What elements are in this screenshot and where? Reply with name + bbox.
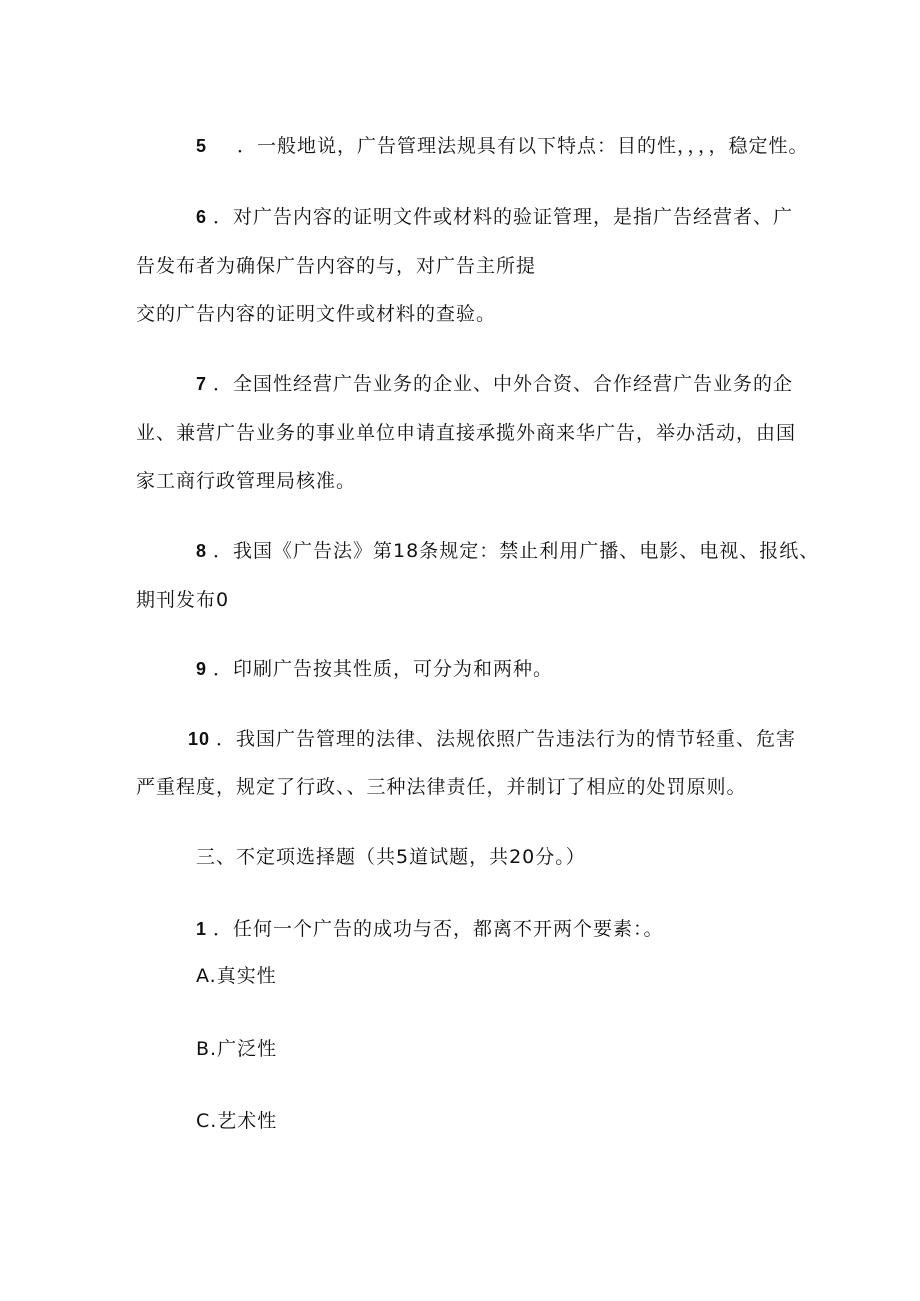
question-7-line-1 [196,372,793,396]
section-heading: 三、不定项选择题（共5道试题，共20分。） [196,846,586,868]
question-6-line-3: 交的广告内容的证明文件或材料的查验。 [136,303,497,325]
question-number: 1 [196,919,208,939]
choice-question-1 [196,917,664,941]
question-6-line-2: 告发布者为确保广告内容的与，对广告主所提 [136,255,537,277]
question-8-line-1 [196,539,819,563]
question-text: ．我国《广告法》第18条规定：禁止利用广播、电影、电视、报纸、 [213,540,820,562]
question-number: 5 [196,136,208,156]
question-number: 7 [196,374,208,394]
question-text: ．一般地说，广告管理法规具有以下特点：目的性，，，，稳定性。 [237,135,809,157]
question-10-line-1 [188,727,796,751]
question-5-line-1 [196,134,809,158]
question-text: ．我国广告管理的法律、法规依照广告违法行为的情节轻重、危害 [216,728,797,750]
question-8-line-2: 期刊发布0 [136,589,230,611]
question-text: ．全国性经营广告业务的企业、中外合资、合作经营广告业务的企 [213,373,794,395]
question-10-line-2: 严重程度，规定了行政、、三种法律责任，并制订了相应的处罚原则。 [136,776,747,798]
question-text: ．任何一个广告的成功与否，都离不开两个要素：。 [213,918,664,940]
question-number: 6 [196,207,208,227]
question-7-line-3: 家工商行政管理局核准。 [136,470,357,492]
question-number: 8 [196,541,208,561]
question-9-line-1 [196,657,553,681]
question-7-line-2: 业、兼营广告业务的事业单位申请直接承揽外商来华广告，举办活动，由国 [136,422,797,444]
option-c: C.艺术性 [196,1110,278,1132]
question-text: ．对广告内容的证明文件或材料的验证管理，是指广告经营者、广 [213,206,794,228]
question-text: ．印刷广告按其性质，可分为和两种。 [213,658,554,680]
question-number: 9 [196,659,208,679]
question-6-line-1 [196,205,793,229]
question-number: 10 [188,729,211,749]
option-a: A.真实性 [196,965,277,987]
option-b: B.广泛性 [196,1038,278,1060]
